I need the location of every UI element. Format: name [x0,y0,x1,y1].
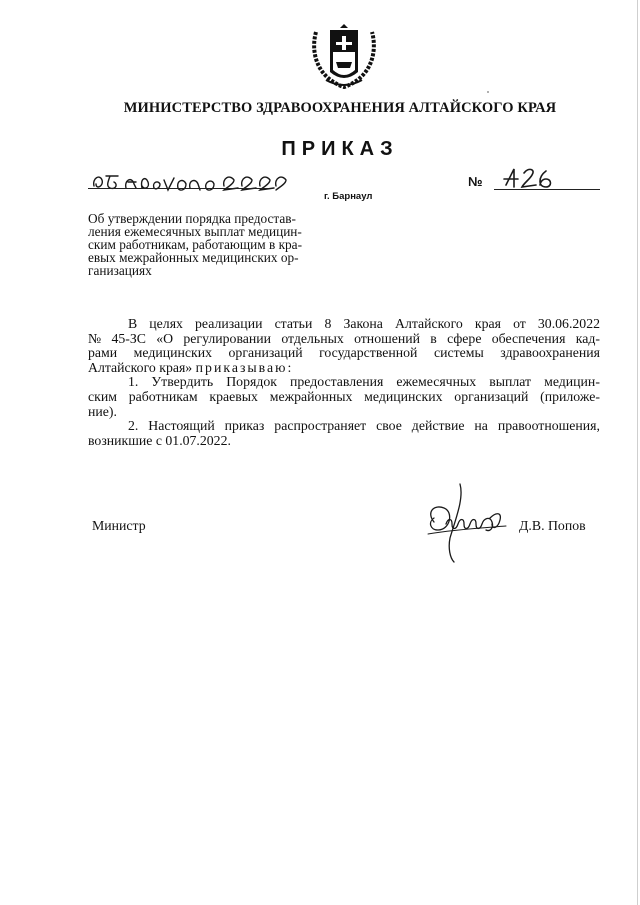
handwritten-number-text: 426 [500,150,524,167]
body-line [88,317,600,332]
body-word: предоставления [289,374,384,390]
body-word: организаций [228,345,303,361]
body-word: краевых [209,388,258,404]
document-title: ПРИКАЗ [281,138,399,160]
body-word: кад- [575,330,600,346]
body-word: медицинских [133,345,212,361]
scan-edge [637,0,638,905]
body-line [88,419,600,434]
body-word: распространяет [274,418,367,434]
number-underline [494,189,600,190]
body-word: 2. [128,418,139,434]
body-word: медицинских [364,388,443,404]
handwritten-date [88,151,288,196]
body-word: правоотношения, [497,418,600,434]
subject-line: ления ежемесячных выплат медицин- [88,224,302,239]
body-word: организаций [454,388,529,404]
body-line [88,361,600,376]
body-word: здравоохранения [500,345,600,361]
handwritten-number [500,150,570,191]
body-word: на [474,418,488,434]
order-body [88,317,600,448]
body-word: отдельных [281,330,344,346]
body-word: отношений [354,330,420,346]
body-word: действие [411,418,465,434]
body-word: реализации [195,316,263,331]
body-word: края [474,316,501,331]
body-word: № [88,330,102,346]
body-word: ским [88,388,117,404]
body-word: Порядок [226,374,277,390]
body-word: государственной [319,345,418,361]
body-line [88,390,600,405]
body-word: «О [156,330,174,346]
body-word: Настоящий [148,418,215,434]
body-word: системы [433,345,484,361]
body-word: 8 [324,316,332,331]
city-label: г. Барнаул [324,191,373,202]
body-word: Закона [343,316,383,331]
body-word: Алтайского [395,316,463,331]
date-underline [88,188,268,189]
body-word: (приложе- [540,388,600,404]
subject-line: ским работникам, работающим в кра- [88,237,303,252]
body-word: работникам [128,388,198,404]
altai-krai-coat-of-arms-icon [306,22,382,90]
body-line: возникшие с 01.07.2022. [88,432,231,448]
body-word: приказ [224,418,265,434]
ministry-name: МИНИСТЕРСТВО ЗДРАВООХРАНЕНИЯ АЛТАЙСКОГО КРАЯ [123,100,557,116]
number-label: № [468,174,483,189]
body-word: В [128,316,138,331]
body-word: обеспечения [491,330,566,346]
body-word: 1. [128,374,139,390]
signer-name: Д.В. Попов [519,518,586,533]
body-word: в [430,330,437,346]
body-word: от [513,316,526,331]
body-word: 30.06.2022 [537,316,600,331]
body-line [88,332,600,347]
body-line: ние). [88,403,117,419]
handwritten-date-text: 05 августа 2022 [88,151,195,168]
subject-line: Об утверждении порядка предостав- [88,211,296,226]
body-word: ежемесячных [396,374,477,390]
body-word: свое [376,418,402,434]
subject-line: евых межрайонных медицинских ор- [88,250,299,265]
body-word: медицин- [544,374,600,390]
order-subject [88,212,338,277]
body-word: 45-ЗС [111,330,146,346]
body-word: целях [149,316,183,331]
handwritten-signature [420,478,520,564]
body-word: выплат [489,374,532,390]
body-word: Утвердить [151,374,214,390]
body-word: межрайонных [269,388,353,404]
body-line [88,375,600,390]
body-text: Алтайского края» [88,359,196,375]
body-word: статьи [274,316,313,331]
subject-line: ганизациях [88,263,152,278]
order-verb: приказываю: [195,359,294,375]
scan-speck [487,91,489,93]
body-word: сфере [447,330,482,346]
body-line [88,346,600,361]
signer-title: Министр [92,518,146,533]
body-word: рами [88,345,118,361]
body-word: регулировании [183,330,272,346]
